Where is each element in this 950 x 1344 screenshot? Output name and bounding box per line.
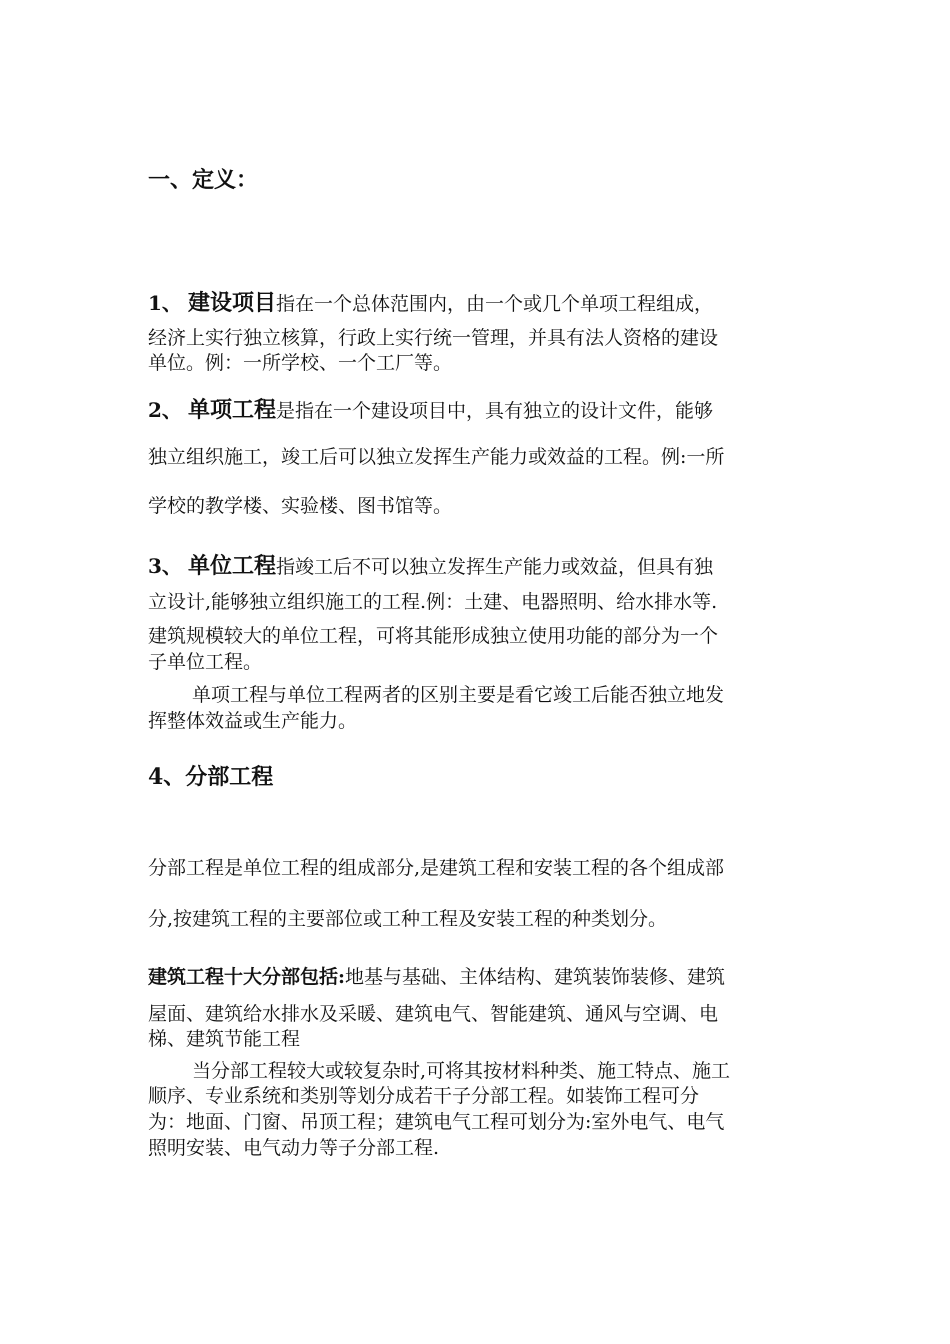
item-4-para-3-line-1: 当分部工程较大或较复杂时,可将其按材料种类、施工特点、施工 bbox=[192, 1060, 731, 1082]
section-title: 一、定义： bbox=[148, 167, 259, 193]
item-3-line-4: 子单位工程。 bbox=[148, 651, 263, 673]
item-2-number: 2、 bbox=[148, 398, 182, 422]
item-1-line-1 bbox=[148, 286, 828, 317]
item-2-line-3: 学校的教学楼、实验楼、图书馆等。 bbox=[148, 495, 453, 517]
item-4-para-3-line-2: 顺序、专业系统和类别等划分成若干子分部工程。如装饰工程可分 bbox=[148, 1085, 700, 1107]
item-3-note-1: 单项工程与单位工程两者的区别主要是看它竣工后能否独立地发 bbox=[192, 684, 725, 706]
item-4-para-2-line-3: 梯、建筑节能工程 bbox=[148, 1028, 301, 1050]
item-1-line-2: 经济上实行独立核算，行政上实行统一管理，并具有法人资格的建设 bbox=[148, 327, 719, 349]
item-4-para-2-text: 地基与基础、主体结构、建筑装饰装修、建筑 bbox=[345, 966, 726, 988]
item-3-line-1 bbox=[148, 549, 828, 580]
item-4-para-2-lead: 建筑工程十大分部包括: bbox=[148, 966, 346, 988]
item-3-line-2: 立设计,能够独立组织施工的工程.例：土建、电器照明、给水排水等. bbox=[148, 591, 718, 613]
item-3-note-2: 挥整体效益或生产能力。 bbox=[148, 710, 358, 732]
item-4-para-1-line-2: 分,按建筑工程的主要部位或工种工程及安装工程的种类划分。 bbox=[148, 908, 668, 930]
item-2-text: 是指在一个建设项目中，具有独立的设计文件，能够 bbox=[275, 400, 713, 422]
item-4-para-3-line-4: 照明安装、电气动力等子分部工程. bbox=[148, 1137, 440, 1159]
item-2-term: 单项工程 bbox=[187, 397, 276, 423]
item-3-term: 单位工程 bbox=[187, 553, 276, 579]
item-1-number: 1、 bbox=[148, 291, 182, 315]
item-3-number: 3、 bbox=[148, 554, 182, 578]
item-1-term: 建设项目 bbox=[187, 290, 276, 316]
item-3-line-3: 建筑规模较大的单位工程，可将其能形成独立使用功能的部分为一个 bbox=[148, 625, 719, 647]
item-4-heading: 4、分部工程 bbox=[148, 764, 274, 790]
item-3-text: 指竣工后不可以独立发挥生产能力或效益，但具有独 bbox=[275, 556, 713, 578]
item-1-line-3: 单位。例：一所学校、一个工厂等。 bbox=[148, 352, 453, 374]
item-1-text: 指在一个总体范围内，由一个或几个单项工程组成， bbox=[275, 293, 713, 315]
item-4-para-2-line-2: 屋面、建筑给水排水及采暖、建筑电气、智能建筑、通风与空调、电 bbox=[148, 1003, 719, 1025]
item-2-line-1 bbox=[148, 393, 828, 424]
item-4-para-2-line-1 bbox=[148, 962, 828, 989]
item-2-line-2: 独立组织施工，竣工后可以独立发挥生产能力或效益的工程。例:一所 bbox=[148, 446, 725, 468]
item-4-para-1-line-1: 分部工程是单位工程的组成部分,是建筑工程和安装工程的各个组成部 bbox=[148, 857, 725, 879]
item-4-para-3-line-3: 为：地面、门窗、吊顶工程；建筑电气工程可划分为:室外电气、电气 bbox=[148, 1111, 725, 1133]
